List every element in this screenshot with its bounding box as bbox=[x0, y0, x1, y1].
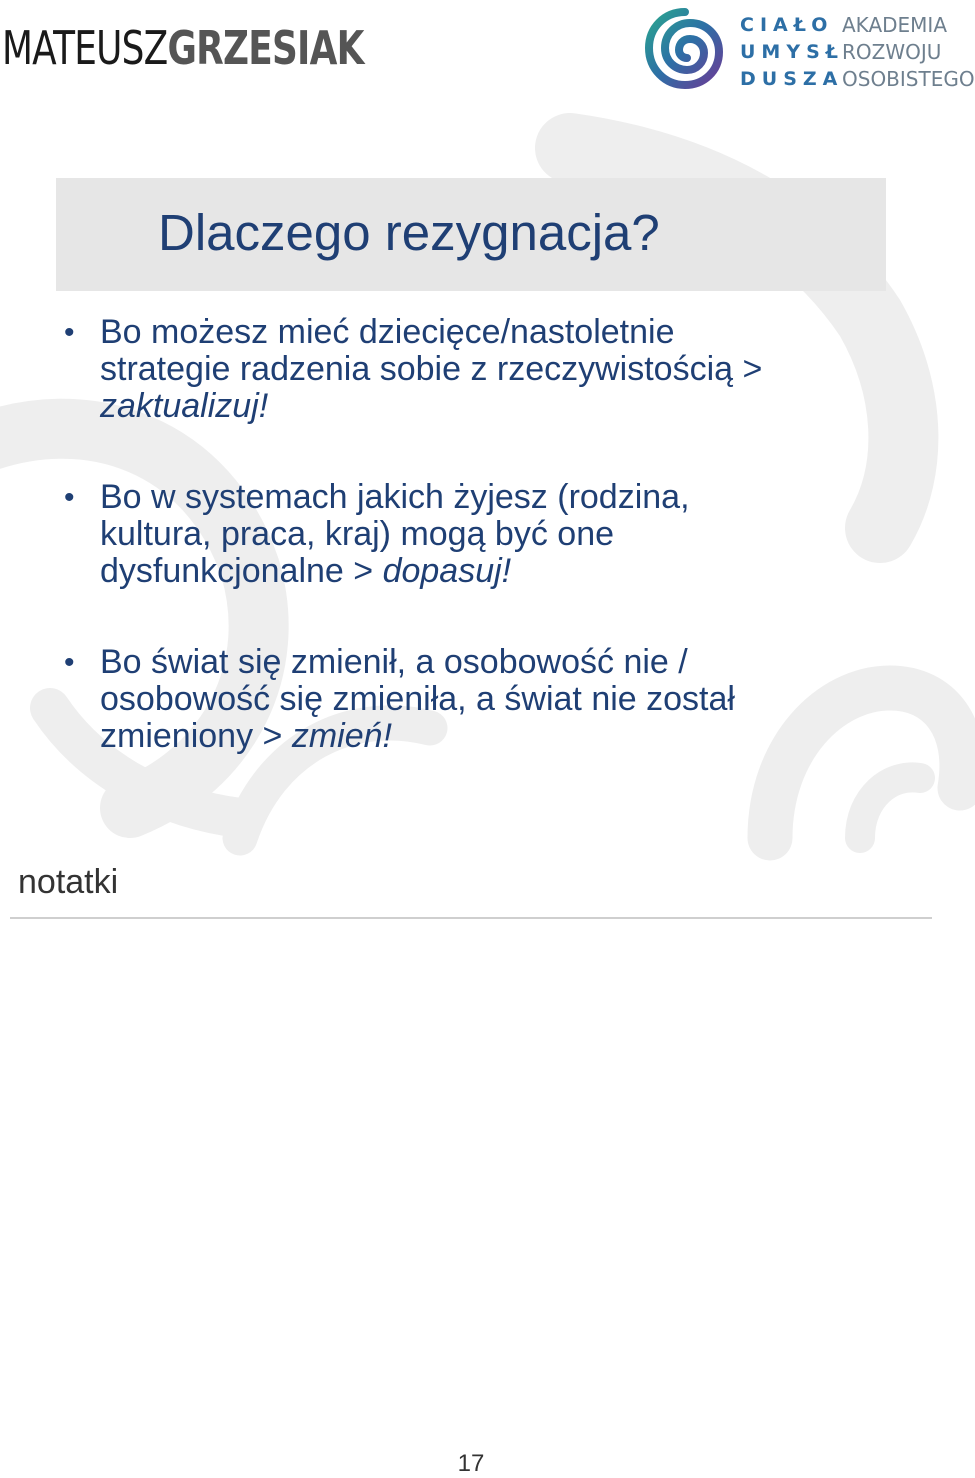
author-brand bbox=[2, 22, 364, 74]
logo-triad-words bbox=[740, 12, 844, 93]
bullet-line: kultura, praca, kraj) mogą być one bbox=[100, 515, 615, 553]
bullet-line: strategie radzenia sobie z rzeczywistością > bbox=[100, 350, 763, 388]
bullet-line: osobowość się zmieniła, a świat nie został bbox=[100, 680, 735, 718]
academy-logo bbox=[642, 4, 975, 94]
bullet-line: • Bo możesz mieć dziecięce/nastoletnie bbox=[100, 313, 675, 351]
logo-word-umysl: UMYSŁ bbox=[740, 41, 844, 63]
slide-title: Dlaczego rezygnacja? bbox=[158, 204, 660, 261]
notes-divider bbox=[10, 917, 932, 919]
bullet-line: • Bo w systemach jakich żyjesz (rodzina, bbox=[100, 478, 690, 516]
bullet-line: • Bo świat się zmienił, a osobowość nie / bbox=[100, 643, 688, 681]
logo-word-akademia: AKADEMIA bbox=[842, 13, 947, 37]
list-item bbox=[64, 644, 884, 755]
logo-word-rozwoju: ROZWOJU bbox=[842, 40, 942, 64]
logo-academy-name bbox=[842, 12, 975, 93]
logo-word-dusza: DUSZA bbox=[740, 68, 844, 90]
bullet-line bbox=[100, 553, 884, 590]
spiral-logo-icon bbox=[642, 4, 728, 92]
bullet-text: dysfunkcjonalne > bbox=[100, 552, 383, 590]
brand-last-name: GRZESIAK bbox=[167, 21, 364, 75]
list-item bbox=[64, 314, 884, 425]
bullet-list bbox=[64, 314, 884, 809]
list-item bbox=[64, 479, 884, 590]
brand-first-name: MATEUSZ bbox=[2, 21, 168, 75]
bullet-emphasis: zaktualizuj! bbox=[100, 387, 269, 425]
page-number: 17 bbox=[457, 1450, 485, 1477]
notes-label: notatki bbox=[18, 863, 119, 901]
bullet-line bbox=[100, 718, 884, 755]
bullet-text: zmieniony > bbox=[100, 717, 292, 755]
slide bbox=[10, 148, 932, 840]
logo-word-cialo: CIAŁO bbox=[740, 14, 834, 36]
bullet-line bbox=[100, 388, 884, 425]
logo-word-osobistego: OSOBISTEGO bbox=[842, 67, 975, 91]
bullet-emphasis: dopasuj! bbox=[382, 552, 512, 590]
bullet-emphasis: zmień! bbox=[291, 717, 392, 755]
